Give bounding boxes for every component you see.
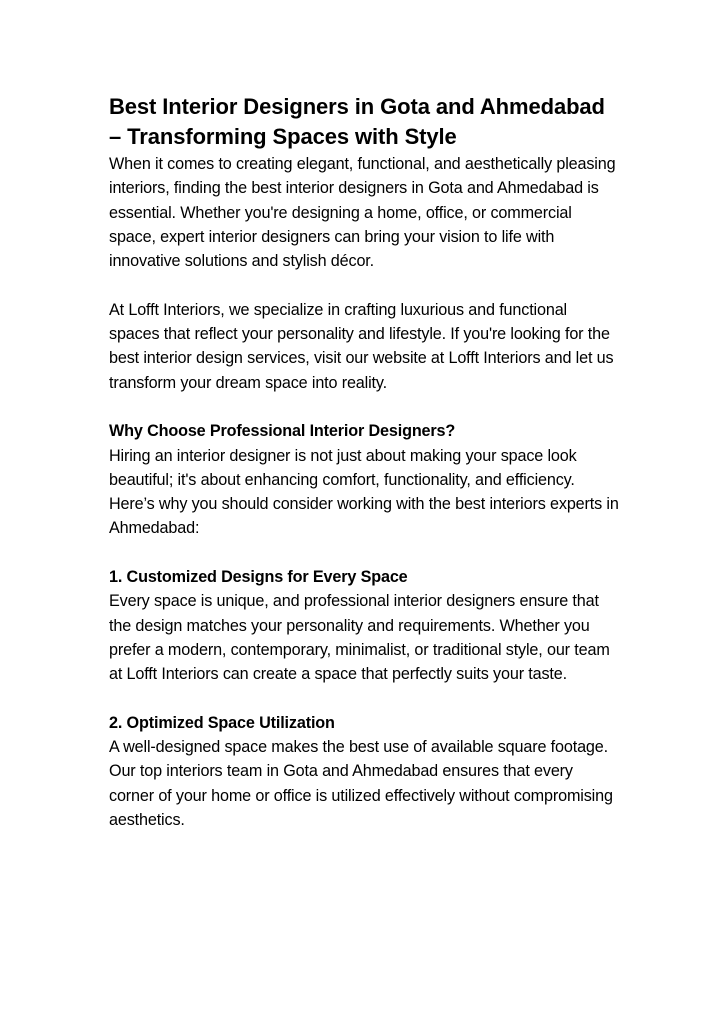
spacer [109, 395, 619, 419]
spacer [109, 687, 619, 711]
section-body-customized-designs: Every space is unique, and professional interior designers ensure that the design matches your personality and requirements. Whether you prefer a modern, contemporary, minimalist, or traditional style, our team at Lofft Interiors can create a space that perfectly suits your taste. [109, 592, 610, 684]
about-paragraph: At Lofft Interiors, we specialize in crafting luxurious and functional spaces that reflect your personality and lifestyle. If you're looking for the best interior design services, visit our website at Lofft Interiors and let us transform your dream space into reality. [109, 300, 614, 392]
intro-paragraph: When it comes to creating elegant, functional, and aesthetically pleasing interiors, finding the best interior designers in Gota and Ahmedabad is essential. Whether you're designing a home, office, or commercial space, expert interior designers can bring your vision to life with innovative solutions and stylish décor. [109, 155, 616, 271]
section-heading-customized-designs: 1. Customized Designs for Every Space [109, 568, 408, 587]
section-heading-space-utilization: 2. Optimized Space Utilization [109, 713, 335, 732]
spacer [109, 273, 619, 297]
spacer [109, 541, 619, 565]
section-body-space-utilization: A well-designed space makes the best use of available square footage. Our top interiors team in Gota and Ahmedabad ensures that every corner of your home or office is utilized effectively without compromising aesthetics. [109, 738, 613, 830]
section-body-why-choose: Hiring an interior designer is not just about making your space look beautiful; it's about enhancing comfort, functionality, and efficiency. Here’s why you should consider working with the best interiors experts in Ahmedabad: [109, 446, 619, 538]
section-heading-why-choose: Why Choose Professional Interior Designers? [109, 422, 456, 441]
document-page [109, 92, 619, 832]
document-title: Best Interior Designers in Gota and Ahmedabad – Transforming Spaces with Style [109, 94, 605, 149]
